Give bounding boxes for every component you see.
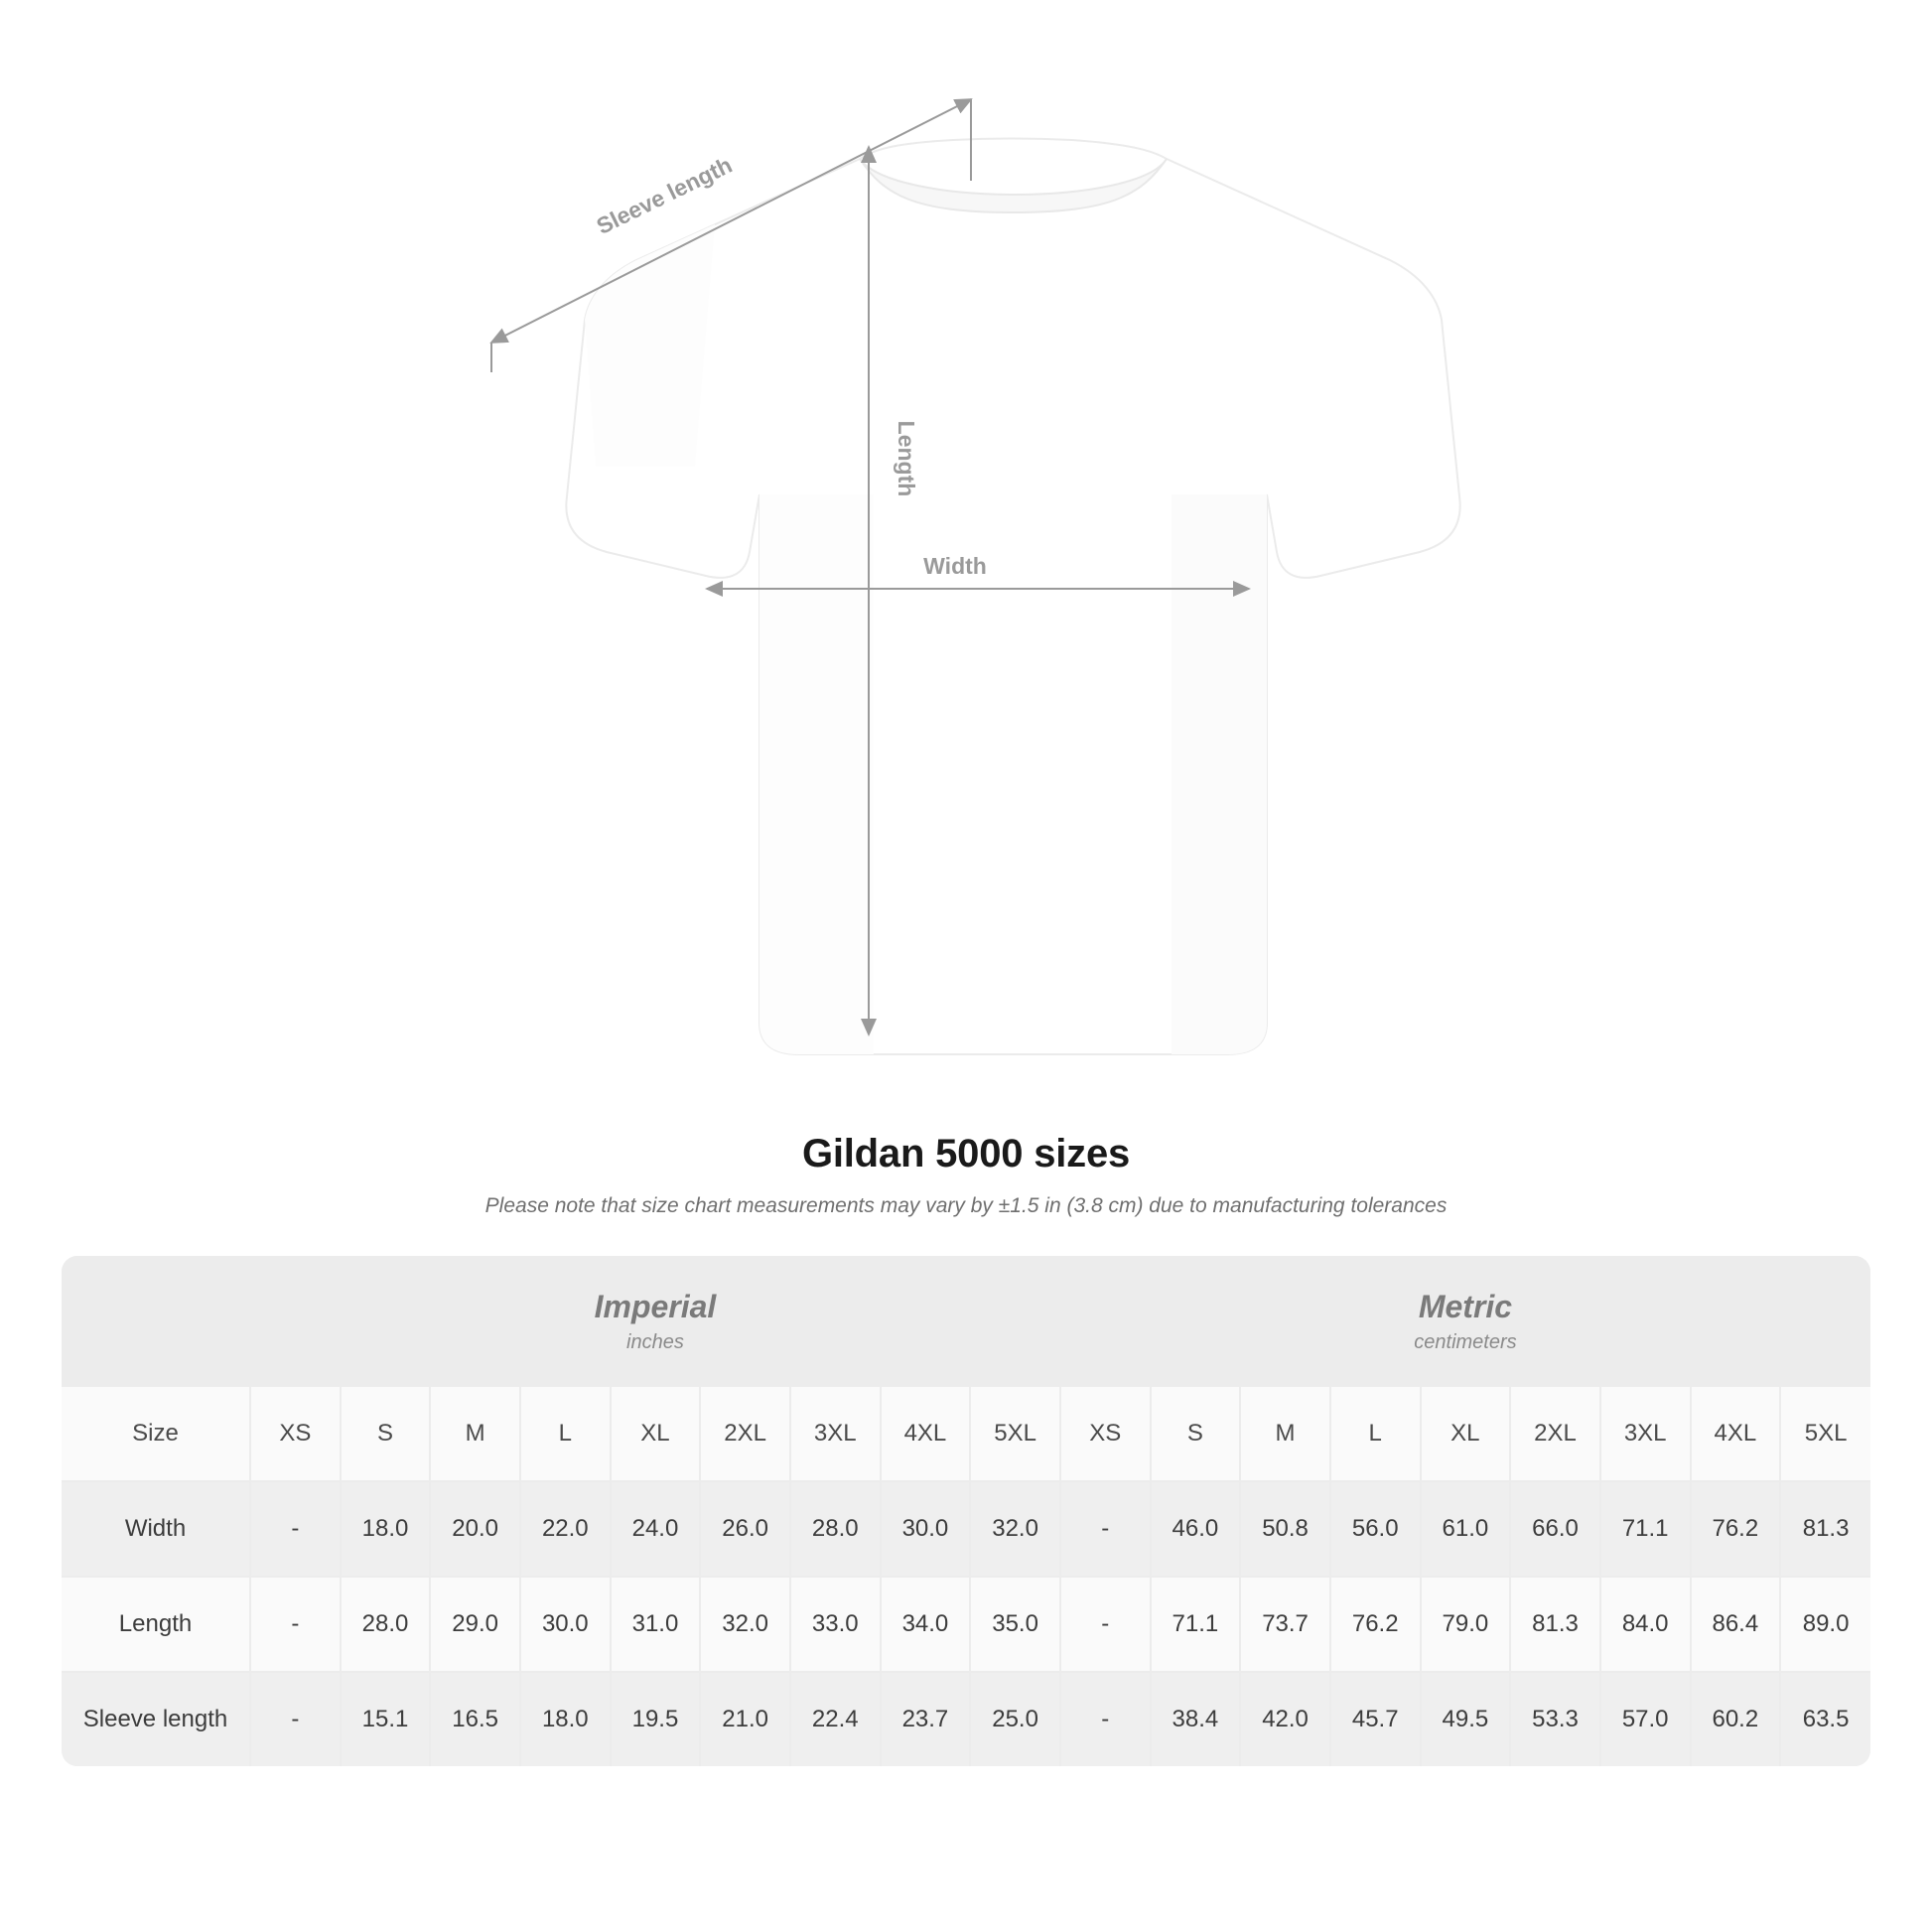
column-header-met-4xl: 4XL bbox=[1691, 1387, 1781, 1481]
cell-length-imp-m: 29.0 bbox=[430, 1577, 520, 1672]
cell-sleeve-met-l: 45.7 bbox=[1330, 1672, 1421, 1766]
table-row bbox=[62, 1672, 1870, 1766]
cell-length-met-5xl: 89.0 bbox=[1780, 1577, 1870, 1672]
row-label-sleeve-length: Sleeve length bbox=[62, 1672, 250, 1766]
tshirt-shape bbox=[566, 139, 1459, 1055]
cell-width-imp-3xl: 28.0 bbox=[790, 1481, 881, 1577]
length-label: Length bbox=[894, 420, 919, 497]
column-header-met-xs: XS bbox=[1060, 1387, 1151, 1481]
row-label-length: Length bbox=[62, 1577, 250, 1672]
cell-length-imp-4xl: 34.0 bbox=[881, 1577, 971, 1672]
unit-header-metric bbox=[1060, 1256, 1870, 1387]
cell-width-met-xl: 61.0 bbox=[1421, 1481, 1511, 1577]
cell-sleeve-imp-5xl: 25.0 bbox=[970, 1672, 1060, 1766]
unit-header-imperial bbox=[250, 1256, 1060, 1387]
column-header-imp-m: M bbox=[430, 1387, 520, 1481]
column-header-imp-l: L bbox=[520, 1387, 611, 1481]
cell-sleeve-imp-2xl: 21.0 bbox=[700, 1672, 790, 1766]
cell-length-imp-3xl: 33.0 bbox=[790, 1577, 881, 1672]
cell-width-met-l: 56.0 bbox=[1330, 1481, 1421, 1577]
unit-sub-metric: centimeters bbox=[1414, 1331, 1517, 1353]
title-block bbox=[0, 1132, 1932, 1218]
cell-width-met-5xl: 81.3 bbox=[1780, 1481, 1870, 1577]
cell-sleeve-met-xl: 49.5 bbox=[1421, 1672, 1511, 1766]
cell-sleeve-imp-l: 18.0 bbox=[520, 1672, 611, 1766]
unit-header-spacer bbox=[62, 1256, 250, 1387]
cell-width-imp-xl: 24.0 bbox=[611, 1481, 701, 1577]
cell-width-imp-l: 22.0 bbox=[520, 1481, 611, 1577]
column-header-met-xl: XL bbox=[1421, 1387, 1511, 1481]
cell-length-met-xs: - bbox=[1060, 1577, 1151, 1672]
column-header-imp-2xl: 2XL bbox=[700, 1387, 790, 1481]
cell-sleeve-met-5xl: 63.5 bbox=[1780, 1672, 1870, 1766]
cell-width-met-s: 46.0 bbox=[1151, 1481, 1241, 1577]
tolerance-note: Please note that size chart measurements may vary by ±1.5 in (3.8 cm) due to manufacturing tolerances bbox=[484, 1194, 1448, 1217]
table-row bbox=[62, 1481, 1870, 1577]
column-header-imp-xl: XL bbox=[611, 1387, 701, 1481]
page-title: Gildan 5000 sizes bbox=[801, 1132, 1131, 1175]
cell-sleeve-met-4xl: 60.2 bbox=[1691, 1672, 1781, 1766]
cell-width-imp-2xl: 26.0 bbox=[700, 1481, 790, 1577]
cell-length-met-4xl: 86.4 bbox=[1691, 1577, 1781, 1672]
cell-sleeve-met-2xl: 53.3 bbox=[1510, 1672, 1600, 1766]
cell-length-met-m: 73.7 bbox=[1240, 1577, 1330, 1672]
cell-sleeve-met-xs: - bbox=[1060, 1672, 1151, 1766]
cell-width-imp-s: 18.0 bbox=[341, 1481, 431, 1577]
column-header-met-m: M bbox=[1240, 1387, 1330, 1481]
cell-length-imp-2xl: 32.0 bbox=[700, 1577, 790, 1672]
cell-length-imp-xl: 31.0 bbox=[611, 1577, 701, 1672]
cell-length-met-xl: 79.0 bbox=[1421, 1577, 1511, 1672]
cell-sleeve-imp-s: 15.1 bbox=[341, 1672, 431, 1766]
cell-width-met-3xl: 71.1 bbox=[1600, 1481, 1691, 1577]
cell-sleeve-imp-m: 16.5 bbox=[430, 1672, 520, 1766]
column-header-met-2xl: 2XL bbox=[1510, 1387, 1600, 1481]
column-header-imp-xs: XS bbox=[250, 1387, 341, 1481]
sleeve-length-label: Sleeve length bbox=[592, 151, 737, 240]
cell-length-met-2xl: 81.3 bbox=[1510, 1577, 1600, 1672]
cell-width-imp-m: 20.0 bbox=[430, 1481, 520, 1577]
cell-sleeve-met-m: 42.0 bbox=[1240, 1672, 1330, 1766]
cell-length-met-l: 76.2 bbox=[1330, 1577, 1421, 1672]
cell-sleeve-imp-xs: - bbox=[250, 1672, 341, 1766]
table-row bbox=[62, 1577, 1870, 1672]
cell-width-met-m: 50.8 bbox=[1240, 1481, 1330, 1577]
cell-length-met-3xl: 84.0 bbox=[1600, 1577, 1691, 1672]
column-header-met-5xl: 5XL bbox=[1780, 1387, 1870, 1481]
unit-name-imperial: Imperial bbox=[594, 1289, 717, 1324]
cell-length-imp-l: 30.0 bbox=[520, 1577, 611, 1672]
unit-sub-imperial: inches bbox=[626, 1331, 684, 1353]
cell-sleeve-imp-3xl: 22.4 bbox=[790, 1672, 881, 1766]
cell-width-imp-xs: - bbox=[250, 1481, 341, 1577]
size-header-row bbox=[62, 1387, 1870, 1481]
cell-length-imp-5xl: 35.0 bbox=[970, 1577, 1060, 1672]
cell-width-imp-5xl: 32.0 bbox=[970, 1481, 1060, 1577]
column-header-met-3xl: 3XL bbox=[1600, 1387, 1691, 1481]
cell-length-imp-s: 28.0 bbox=[341, 1577, 431, 1672]
cell-width-met-xs: - bbox=[1060, 1481, 1151, 1577]
unit-header-row bbox=[62, 1256, 1870, 1387]
row-label-width: Width bbox=[62, 1481, 250, 1577]
column-header-met-l: L bbox=[1330, 1387, 1421, 1481]
size-table bbox=[62, 1256, 1870, 1766]
column-header-imp-4xl: 4XL bbox=[881, 1387, 971, 1481]
column-header-imp-5xl: 5XL bbox=[970, 1387, 1060, 1481]
cell-width-met-4xl: 76.2 bbox=[1691, 1481, 1781, 1577]
size-table-wrapper bbox=[62, 1256, 1870, 1766]
cell-sleeve-met-s: 38.4 bbox=[1151, 1672, 1241, 1766]
column-header-imp-3xl: 3XL bbox=[790, 1387, 881, 1481]
cell-sleeve-imp-xl: 19.5 bbox=[611, 1672, 701, 1766]
column-header-imp-s: S bbox=[341, 1387, 431, 1481]
cell-length-met-s: 71.1 bbox=[1151, 1577, 1241, 1672]
cell-sleeve-met-3xl: 57.0 bbox=[1600, 1672, 1691, 1766]
column-header-met-s: S bbox=[1151, 1387, 1241, 1481]
unit-name-metric: Metric bbox=[1418, 1289, 1513, 1324]
cell-length-imp-xs: - bbox=[250, 1577, 341, 1672]
cell-sleeve-imp-4xl: 23.7 bbox=[881, 1672, 971, 1766]
column-header-size: Size bbox=[62, 1387, 250, 1481]
cell-width-imp-4xl: 30.0 bbox=[881, 1481, 971, 1577]
cell-width-met-2xl: 66.0 bbox=[1510, 1481, 1600, 1577]
width-label: Width bbox=[923, 553, 987, 579]
